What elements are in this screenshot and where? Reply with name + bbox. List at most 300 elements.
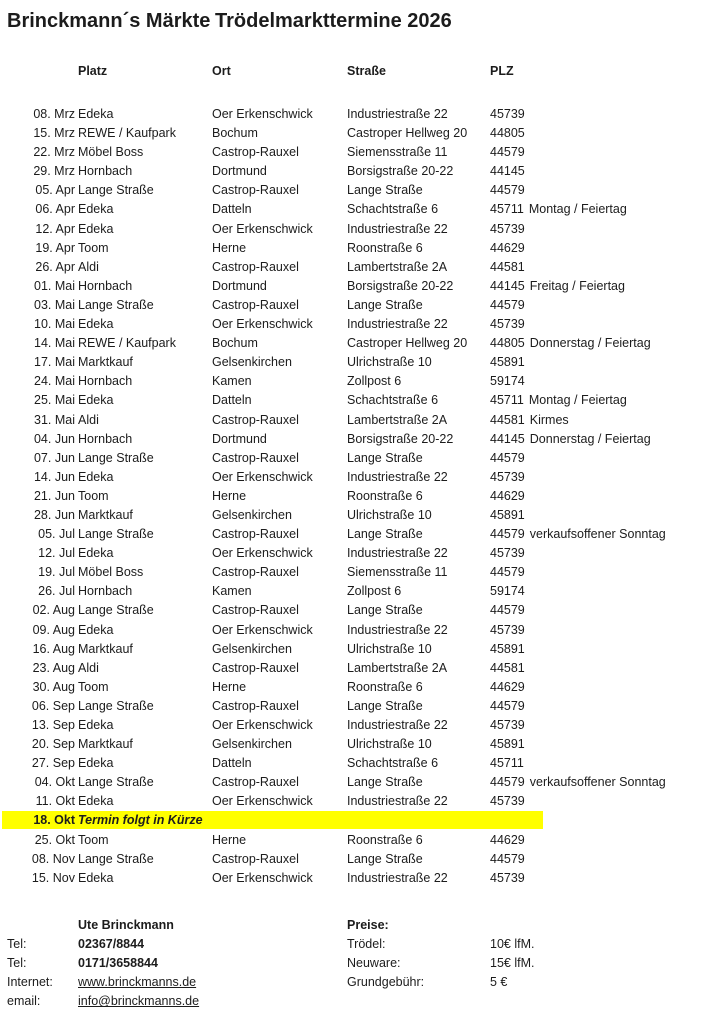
cell-strasse: Siemensstraße 11 (347, 145, 448, 160)
plz-note: Freitag / Feiertag (529, 278, 625, 293)
cell-platz: Hornbach (78, 584, 133, 599)
plz-note: Donnerstag / Feiertag (529, 336, 651, 351)
cell-platz: Lange Straße (78, 527, 154, 542)
cell-date: 29. Mrz (33, 164, 75, 179)
cell-date: 05. Jul (38, 527, 75, 542)
plz-value: 44579 (490, 145, 525, 160)
plz-value: 44579 (490, 183, 525, 198)
cell-plz (490, 162, 705, 181)
plz-value: 45711 (490, 393, 524, 408)
table-row (0, 258, 705, 277)
cell-strasse: Ulrichstraße 10 (347, 641, 432, 656)
cell-ort: Oer Erkenschwick (212, 870, 313, 885)
cell-date: 21. Jun (33, 488, 75, 503)
cell-platz: Hornbach (78, 431, 133, 446)
table-row (0, 449, 705, 468)
contact-label: Tel: (7, 937, 27, 952)
cell-date: 20. Sep (31, 737, 75, 752)
cell-ort: Gelsenkirchen (212, 355, 292, 370)
cell-platz: Hornbach (78, 164, 133, 179)
cell-platz: Termin folgt in Kürze (78, 813, 203, 828)
prices-block (347, 916, 697, 992)
table-row-highlighted (0, 811, 705, 830)
plz-note: verkaufsoffener Sonntag (529, 527, 666, 542)
table-row (0, 525, 705, 544)
cell-strasse: Schachtstraße 6 (347, 202, 439, 217)
page-title-subject: Trödelmarkttermine 2026 (215, 10, 452, 32)
cell-strasse: Industriestraße 22 (347, 107, 448, 121)
contact-block (7, 916, 337, 1011)
cell-plz (490, 105, 705, 124)
website-link[interactable]: www.brinckmanns.de (78, 975, 197, 990)
cell-ort: Datteln (212, 756, 252, 771)
price-label: Grundgebühr: (347, 975, 425, 990)
cell-date: 17. Mai (34, 355, 75, 370)
cell-date: 02. Aug (32, 603, 75, 618)
cell-ort: Gelsenkirchen (212, 641, 292, 656)
table-row (0, 200, 705, 219)
cell-ort: Datteln (212, 202, 252, 217)
cell-platz: Aldi (78, 660, 99, 675)
cell-plz (490, 582, 705, 601)
cell-strasse: Lange Straße (347, 527, 423, 542)
table-row (0, 754, 705, 773)
table-row (0, 334, 705, 353)
cell-strasse: Ulrichstraße 10 (347, 355, 432, 370)
cell-plz (490, 124, 705, 143)
cell-date: 03. Mai (34, 297, 75, 312)
cell-date: 24. Mai (34, 374, 75, 389)
cell-date: 27. Sep (31, 756, 75, 771)
cell-plz (490, 220, 705, 239)
contact-label: Internet: (7, 975, 53, 990)
cell-plz (490, 258, 705, 277)
table-row (0, 678, 705, 697)
title-bar (0, 10, 705, 38)
cell-date: 19. Apr (35, 240, 75, 255)
table-row (0, 372, 705, 391)
cell-platz: Edeka (78, 469, 114, 484)
cell-platz: Lange Straße (78, 775, 154, 790)
cell-platz: Edeka (78, 107, 114, 121)
cell-platz: Hornbach (78, 278, 133, 293)
cell-date: 08. Mrz (33, 107, 75, 121)
cell-date: 26. Apr (35, 259, 75, 274)
cell-date: 31. Mai (34, 412, 75, 427)
cell-platz: Marktkauf (78, 507, 133, 522)
cell-plz (490, 621, 705, 640)
cell-platz: Toom (78, 240, 109, 255)
cell-platz: Hornbach (78, 374, 133, 389)
cell-platz: Lange Straße (78, 603, 154, 618)
column-header-date-spacer (0, 62, 75, 81)
cell-strasse: Industriestraße 22 (347, 546, 448, 561)
cell-platz: Edeka (78, 202, 114, 217)
cell-platz: Edeka (78, 794, 114, 809)
cell-date: 11. Okt (35, 794, 75, 809)
cell-platz: Edeka (78, 546, 114, 561)
cell-ort: Gelsenkirchen (212, 737, 292, 752)
cell-plz (490, 697, 705, 716)
table-row (0, 621, 705, 640)
plz-value: 45739 (490, 546, 525, 561)
cell-platz: Toom (78, 832, 109, 847)
table-row (0, 105, 705, 124)
cell-strasse: Lange Straße (347, 450, 423, 465)
plz-value: 59174 (490, 374, 525, 389)
table-row (0, 391, 705, 410)
plz-value: 45891 (490, 737, 525, 752)
cell-platz: Marktkauf (78, 737, 133, 752)
cell-strasse: Ulrichstraße 10 (347, 737, 432, 752)
contact-label: email: (7, 994, 41, 1009)
email-link[interactable]: info@brinckmanns.de (78, 994, 200, 1009)
cell-platz: Möbel Boss (78, 565, 144, 580)
price-value: 10€ lfM. (490, 937, 535, 952)
cell-strasse: Roonstraße 6 (347, 832, 423, 847)
cell-platz: Edeka (78, 718, 114, 732)
prices-heading-value-spacer (490, 916, 697, 935)
cell-platz: Toom (78, 679, 109, 694)
cell-plz (490, 773, 705, 792)
cell-strasse: Lange Straße (347, 775, 423, 790)
cell-platz: Edeka (78, 393, 114, 408)
plz-value: 44629 (490, 488, 525, 503)
table-row (0, 143, 705, 162)
plz-value: 44581 (490, 259, 525, 274)
cell-strasse: Lange Straße (347, 297, 423, 312)
cell-plz (490, 525, 705, 544)
cell-strasse: Lambertstraße 2A (347, 259, 448, 274)
cell-date: 23. Aug (32, 660, 75, 675)
cell-plz (490, 430, 705, 449)
cell-date: 28. Jun (33, 507, 75, 522)
cell-plz (490, 296, 705, 315)
cell-ort: Herne (212, 488, 247, 503)
cell-ort: Oer Erkenschwick (212, 469, 313, 484)
cell-ort: Oer Erkenschwick (212, 317, 313, 332)
cell-plz (490, 792, 705, 811)
cell-strasse: Industriestraße 22 (347, 870, 448, 885)
termine-rows (0, 105, 705, 888)
contact-name: Ute Brinckmann (78, 918, 174, 932)
cell-plz (490, 372, 705, 391)
cell-platz: Edeka (78, 756, 114, 771)
cell-ort: Castrop-Rauxel (212, 660, 299, 675)
table-row (0, 487, 705, 506)
cell-date: 13. Sep (31, 718, 75, 732)
cell-platz: Möbel Boss (78, 145, 144, 160)
price-label: Neuware: (347, 956, 401, 971)
cell-date: 26. Jul (38, 584, 75, 599)
cell-strasse: Castroper Hellweg 20 (347, 126, 468, 141)
contact-label: Tel: (7, 956, 27, 971)
plz-note: Donnerstag / Feiertag (529, 431, 651, 446)
page-title-company: Brinckmann´s Märkte (7, 10, 211, 32)
cell-date: 16. Aug (32, 641, 75, 656)
cell-ort: Castrop-Rauxel (212, 527, 299, 542)
cell-plz (490, 239, 705, 258)
cell-ort: Kamen (212, 584, 252, 599)
plz-note: Montag / Feiertag (528, 393, 627, 408)
cell-ort: Castrop-Rauxel (212, 851, 299, 866)
cell-ort: Oer Erkenschwick (212, 546, 313, 561)
plz-value: 45891 (490, 641, 525, 656)
cell-plz (490, 200, 705, 219)
cell-strasse: Lange Straße (347, 698, 423, 713)
cell-strasse: Industriestraße 22 (347, 317, 448, 332)
cell-plz (490, 391, 705, 410)
cell-strasse: Roonstraße 6 (347, 679, 423, 694)
cell-plz (490, 506, 705, 525)
plz-value: 44579 (490, 603, 525, 618)
cell-ort: Castrop-Rauxel (212, 450, 299, 465)
cell-strasse: Roonstraße 6 (347, 488, 423, 503)
cell-strasse: Zollpost 6 (347, 584, 402, 599)
table-row (0, 506, 705, 525)
plz-value: 59174 (490, 584, 525, 599)
table-row (0, 563, 705, 582)
cell-strasse: Borsigstraße 20-22 (347, 431, 454, 446)
cell-strasse: Borsigstraße 20-22 (347, 278, 454, 293)
cell-date: 12. Apr (35, 221, 75, 236)
column-header-platz: Platz (78, 64, 108, 78)
cell-date: 15. Nov (31, 870, 75, 885)
table-row (0, 716, 705, 735)
table-row (0, 296, 705, 315)
table-row (0, 601, 705, 620)
cell-ort: Dortmund (212, 164, 267, 179)
cell-date: 04. Okt (34, 775, 75, 790)
cell-ort: Dortmund (212, 431, 267, 446)
cell-date: 19. Jul (38, 565, 75, 580)
cell-strasse: Industriestraße 22 (347, 469, 448, 484)
cell-date: 22. Mrz (33, 145, 75, 160)
cell-ort: Herne (212, 679, 247, 694)
table-row (0, 640, 705, 659)
cell-plz (490, 811, 705, 830)
cell-plz (490, 315, 705, 334)
cell-date: 14. Mai (34, 336, 75, 351)
cell-plz (490, 353, 705, 372)
table-row (0, 162, 705, 181)
table-row (0, 468, 705, 487)
cell-ort: Kamen (212, 374, 252, 389)
cell-ort: Oer Erkenschwick (212, 622, 313, 637)
cell-strasse: Ulrichstraße 10 (347, 507, 432, 522)
table-row (0, 869, 705, 888)
cell-date: 01. Mai (34, 278, 75, 293)
cell-date: 05. Apr (35, 183, 75, 198)
cell-plz (490, 563, 705, 582)
plz-value: 44145 (490, 278, 525, 293)
cell-strasse (347, 811, 490, 830)
cell-strasse: Roonstraße 6 (347, 240, 423, 255)
cell-ort (212, 811, 347, 830)
cell-plz (490, 449, 705, 468)
plz-value: 44629 (490, 832, 525, 847)
cell-strasse: Industriestraße 22 (347, 718, 448, 732)
cell-platz: Aldi (78, 412, 99, 427)
table-row (0, 792, 705, 811)
plz-value: 44805 (490, 336, 525, 351)
plz-value: 45891 (490, 355, 525, 370)
table-row (0, 735, 705, 754)
plz-value: 45739 (490, 107, 525, 121)
cell-ort: Castrop-Rauxel (212, 145, 299, 160)
table-row (0, 239, 705, 258)
cell-ort: Bochum (212, 336, 258, 351)
price-value: 15€ lfM. (490, 956, 535, 971)
cell-plz (490, 678, 705, 697)
plz-value: 44579 (490, 775, 525, 790)
cell-date: 06. Sep (31, 698, 75, 713)
cell-platz: Lange Straße (78, 297, 154, 312)
cell-plz (490, 716, 705, 735)
price-value: 5 € (490, 975, 508, 990)
cell-strasse: Industriestraße 22 (347, 622, 448, 637)
table-row (0, 124, 705, 143)
cell-plz (490, 334, 705, 353)
cell-ort: Datteln (212, 393, 252, 408)
table-row (0, 430, 705, 449)
cell-ort: Castrop-Rauxel (212, 183, 299, 198)
plz-value: 44579 (490, 527, 525, 542)
cell-plz (490, 411, 705, 430)
plz-value: 44579 (490, 698, 525, 713)
cell-plz (490, 754, 705, 773)
cell-strasse: Industriestraße 22 (347, 794, 448, 809)
table-row (0, 697, 705, 716)
table-row (0, 582, 705, 601)
plz-value: 44581 (490, 660, 525, 675)
plz-note: verkaufsoffener Sonntag (529, 775, 666, 790)
cell-strasse: Castroper Hellweg 20 (347, 336, 468, 351)
cell-strasse: Lambertstraße 2A (347, 660, 448, 675)
table-row (0, 773, 705, 792)
column-header-strasse: Straße (347, 64, 386, 78)
plz-value: 45711 (490, 756, 524, 771)
cell-ort: Castrop-Rauxel (212, 412, 299, 427)
cell-date: 07. Jun (33, 450, 75, 465)
cell-ort: Castrop-Rauxel (212, 297, 299, 312)
cell-ort: Castrop-Rauxel (212, 259, 299, 274)
plz-value: 45739 (490, 718, 525, 732)
cell-ort: Castrop-Rauxel (212, 565, 299, 580)
plz-value: 44579 (490, 450, 525, 465)
cell-plz (490, 143, 705, 162)
table-row (0, 353, 705, 372)
cell-date: 25. Mai (34, 393, 75, 408)
plz-value: 45739 (490, 221, 525, 236)
table-row (0, 181, 705, 200)
cell-plz (490, 181, 705, 200)
cell-date: 10. Mai (34, 317, 75, 332)
plz-value: 44581 (490, 412, 525, 427)
table-row (0, 315, 705, 334)
column-header-ort: Ort (212, 64, 231, 78)
cell-plz (490, 831, 705, 850)
cell-date: 18. Okt (33, 813, 75, 828)
cell-platz: REWE / Kaufpark (78, 336, 176, 351)
plz-value: 44805 (490, 126, 525, 141)
plz-value: 44579 (490, 565, 525, 580)
cell-plz (490, 544, 705, 563)
plz-value: 44629 (490, 679, 525, 694)
table-row (0, 831, 705, 850)
plz-value: 44145 (490, 431, 525, 446)
table-row (0, 220, 705, 239)
cell-ort: Castrop-Rauxel (212, 603, 299, 618)
plz-value: 44145 (490, 164, 525, 179)
price-label: Trödel: (347, 937, 386, 952)
cell-ort: Castrop-Rauxel (212, 698, 299, 713)
cell-date: 15. Mrz (33, 126, 75, 141)
cell-plz (490, 468, 705, 487)
cell-plz (490, 850, 705, 869)
contact-name-label-spacer (7, 916, 78, 935)
cell-ort: Castrop-Rauxel (212, 775, 299, 790)
table-row (0, 411, 705, 430)
plz-value: 44579 (490, 851, 525, 866)
cell-platz: Aldi (78, 259, 99, 274)
cell-date: 08. Nov (31, 851, 75, 866)
table-row (0, 277, 705, 296)
plz-note: Kirmes (529, 412, 569, 427)
cell-plz (490, 735, 705, 754)
cell-ort: Bochum (212, 126, 258, 141)
cell-platz: Toom (78, 488, 109, 503)
cell-date: 30. Aug (32, 679, 75, 694)
cell-platz: Edeka (78, 221, 114, 236)
cell-plz (490, 640, 705, 659)
plz-value: 45711 (490, 202, 524, 217)
cell-date: 14. Jun (33, 469, 75, 484)
cell-strasse: Lambertstraße 2A (347, 412, 448, 427)
plz-value: 45739 (490, 317, 525, 332)
cell-platz: Lange Straße (78, 698, 154, 713)
plz-value: 45739 (490, 469, 525, 484)
table-row (0, 850, 705, 869)
cell-plz (490, 869, 705, 888)
cell-strasse: Industriestraße 22 (347, 221, 448, 236)
cell-plz (490, 487, 705, 506)
column-header-row (0, 62, 705, 81)
cell-ort: Gelsenkirchen (212, 507, 292, 522)
table-row (0, 544, 705, 563)
cell-platz: Marktkauf (78, 355, 133, 370)
cell-strasse: Lange Straße (347, 183, 423, 198)
cell-ort: Herne (212, 832, 247, 847)
plz-note: Montag / Feiertag (528, 202, 627, 217)
cell-strasse: Siemensstraße 11 (347, 565, 448, 580)
cell-platz: Edeka (78, 870, 114, 885)
cell-platz: REWE / Kaufpark (78, 126, 176, 141)
cell-date: 09. Aug (32, 622, 75, 637)
plz-value: 44579 (490, 297, 525, 312)
plz-value: 45739 (490, 870, 525, 885)
cell-strasse: Lange Straße (347, 851, 423, 866)
cell-plz (490, 277, 705, 296)
contact-value: 02367/8844 (78, 937, 145, 952)
cell-platz: Lange Straße (78, 450, 154, 465)
plz-value: 45739 (490, 622, 525, 637)
cell-strasse: Schachtstraße 6 (347, 756, 439, 771)
cell-platz: Lange Straße (78, 183, 154, 198)
cell-date: 06. Apr (35, 202, 75, 217)
cell-platz: Edeka (78, 317, 114, 332)
plz-value: 45891 (490, 507, 525, 522)
